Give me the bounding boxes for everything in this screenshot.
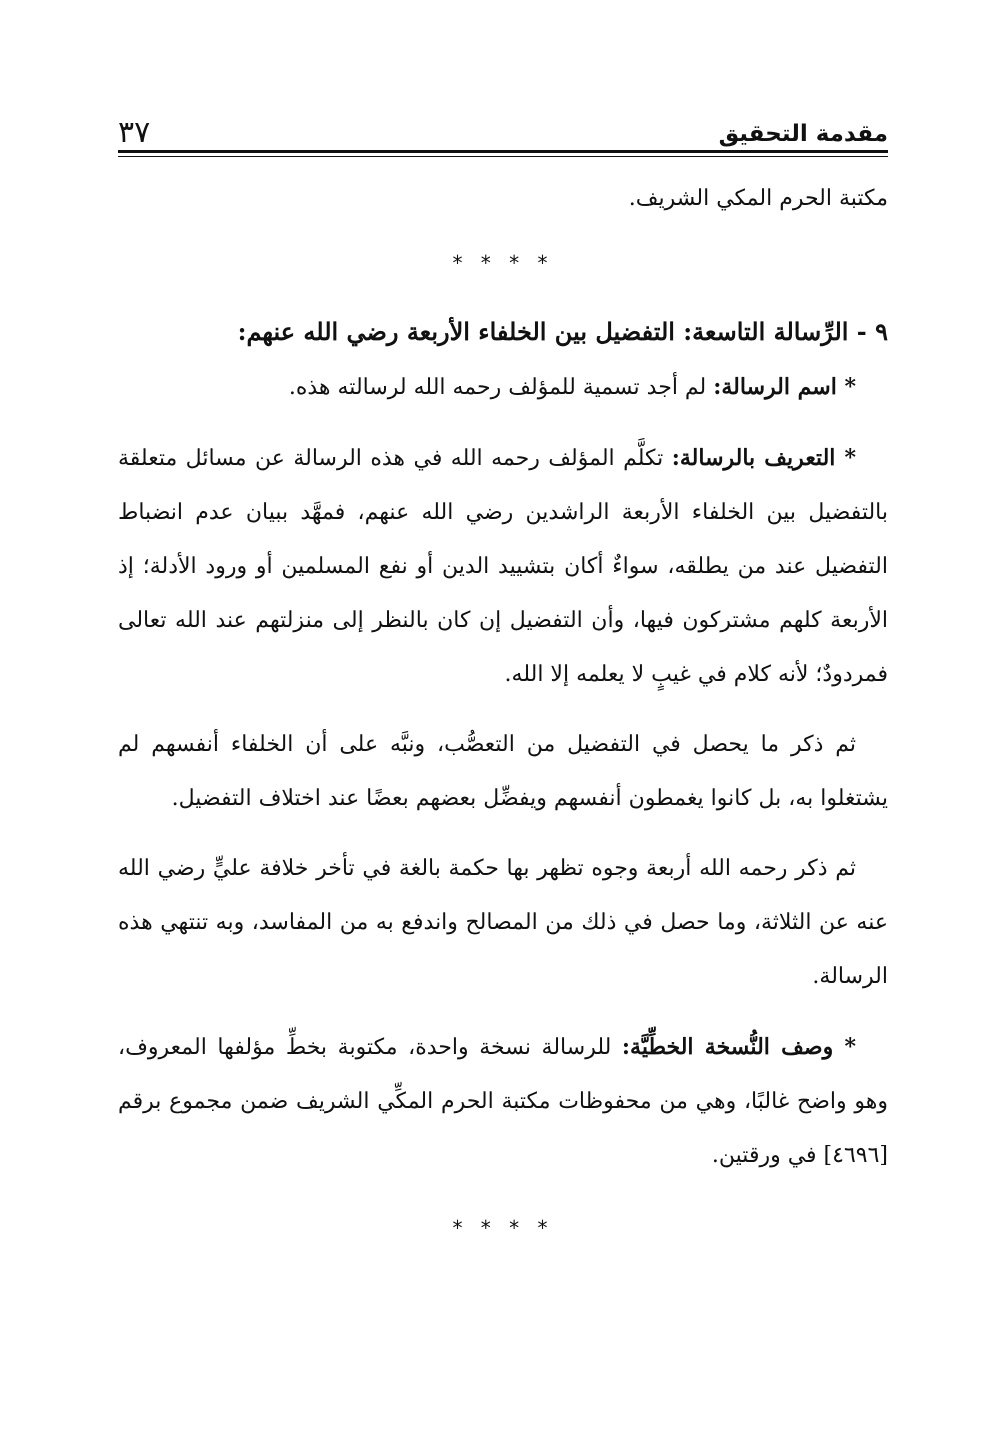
definition-paragraph [118, 431, 888, 702]
header-rule-thick [118, 150, 888, 153]
separator-bottom: * * * * [452, 1216, 554, 1240]
running-title: مقدمة التحقيق [718, 121, 888, 147]
header-rule-thin [118, 156, 888, 157]
paragraph-3: ثم ذكر رحمه الله أربعة وجوه تظهر بها حكمة بالغة في تأخر خلافة عليٍّ رضي الله عنه عن الثلاثة، وما حصل في ذلك من المصالح واندفع به من المفاسد، وبه تنتهي هذه الرسالة. [118, 856, 888, 989]
title-paragraph [118, 360, 888, 415]
definition-text: تكلَّم المؤلف رحمه الله في هذه الرسالة عن مسائل متعلقة بالتفضيل بين الخلفاء الأربعة الراشدين رضي الله عنهم، فمهَّد ببيان عدم انضباط التفضيل عند من يطلقه، سواءٌ أكان بتشييد الدين أو نفع المسلمين أو ورود الأدلة؛ إذ الأربعة كلهم مشتركون فيها، وأن التفضيل إن كان بالنظر إلى منزلتهم عند الله تعالى فمردودٌ؛ لأنه كلام في غيبٍ لا يعلمه إلا الله. [118, 446, 888, 687]
page-header [118, 102, 888, 150]
paragraph-2: ثم ذكر ما يحصل في التفضيل من التعصُّب، ونبَّه على أن الخلفاء أنفسهم لم يشتغلوا به، بل كانوا يغمطون أنفسهم ويفضِّل بعضهم بعضًا عند اختلاف التفضيل. [118, 732, 888, 811]
separator-top: * * * * [452, 251, 554, 275]
title-text: لم أجد تسمية للمؤلف رحمه الله لرسالته هذه. [288, 375, 714, 400]
manuscript-paragraph [118, 1020, 888, 1183]
title-label: * اسم الرسالة: [713, 374, 856, 400]
page-number: ٣٧ [118, 115, 151, 150]
manuscript-label: * وصف النُّسخة الخطِّيَّة: [621, 1034, 856, 1060]
lead-line: مكتبة الحرم المكي الشريف. [628, 186, 888, 211]
section-heading: ٩ - الرِّسالة التاسعة: التفضيل بين الخلفاء الأربعة رضي الله عنهم: [237, 317, 888, 346]
definition-label: * التعريف بالرسالة: [671, 445, 856, 471]
page-body [118, 172, 888, 1269]
manuscript-text: للرسالة نسخة واحدة، مكتوبة بخطِّ مؤلفها المعروف، وهو واضح غالبًا، وهي من محفوظات مكتبة الحرم المكِّي الشريف ضمن مجموع برقم [٤٦٩٦] في ورقتين. [118, 1035, 888, 1168]
